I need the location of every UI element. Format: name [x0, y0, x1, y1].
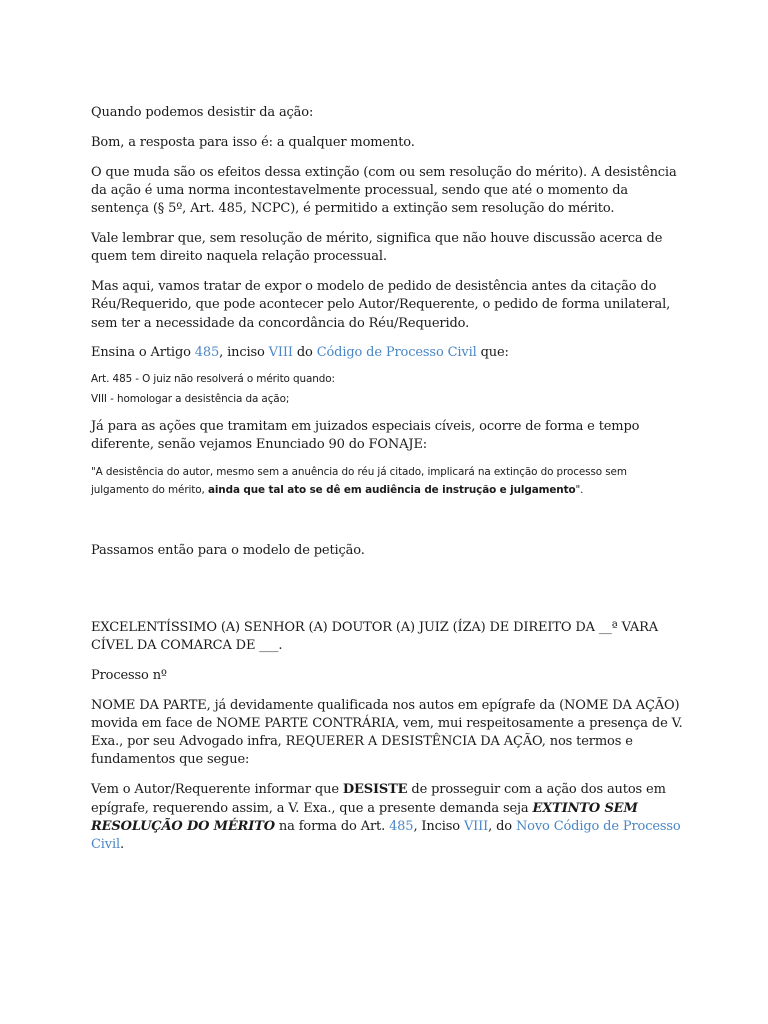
petition-request — [91, 781, 686, 854]
text-segment: , Inciso — [413, 818, 464, 834]
paragraph-reminder: Vale lembrar que, sem resolução de mérito, significa que não houve discussão acerca de quem tem direito naquela relação processual. — [91, 230, 663, 265]
paragraph-effects: O que muda são os efeitos dessa extinção (com ou sem resolução do mérito). A desistência da ação é uma norma incontestavelmente processual, sendo que até o momento da sentença (§ 5º, Art. 485, NCPC), é permitido a extinção sem resolução do mérito. — [91, 164, 677, 217]
document-page — [91, 104, 686, 866]
link-inciso-viii[interactable]: VIII — [463, 818, 489, 834]
link-inciso-viii[interactable]: VIII — [268, 345, 293, 361]
process-number: Processo nº — [91, 667, 167, 683]
text-segment: Vem o Autor/Requerente informar que — [91, 782, 343, 798]
text-segment: Ensina o Artigo — [91, 345, 195, 361]
link-article-485[interactable]: 485 — [389, 818, 414, 834]
petition-heading: EXCELENTÍSSIMO (A) SENHOR (A) DOUTOR (A) JUIZ (ÍZA) DE DIREITO DA __ª VARA CÍVEL DA COMARCA DE ___. — [91, 619, 659, 653]
link-novo-codigo-processo-civil[interactable]: Novo Código de Processo Civil — [91, 818, 681, 853]
article-485-inciso-line: VIII - homologar a desistência da ação; — [91, 393, 290, 406]
text-segment: que: — [476, 345, 509, 361]
paragraph-transition: Passamos então para o modelo de petição. — [91, 543, 365, 559]
article-485-line: Art. 485 - O juiz não resolverá o mérito quando: — [91, 372, 335, 385]
text-segment: . — [120, 837, 124, 853]
bold-italic-extinto: EXTINTO SEM RESOLUÇÃO DO MÉRITO — [91, 800, 638, 834]
link-article-485[interactable]: 485 — [194, 345, 220, 361]
text-segment: do — [292, 345, 317, 361]
text-segment: de prosseguir com a ação dos autos em epígrafe, requerendo assim, a V. Exa., que a presente demanda seja — [91, 782, 666, 816]
paragraph-article-intro — [91, 344, 686, 362]
text-segment: , inciso — [219, 345, 269, 361]
petition-body: NOME DA PARTE, já devidamente qualificada nos autos em epígrafe da (NOME DA AÇÃO) movida em face de NOME PARTE CONTRÁRIA, vem, mui respeitosamente a presença de V. Exa., por seu Advogado infra, REQUERER A DESISTÊNCIA DA AÇÃO, nos termos e fundamentos que segue: — [91, 697, 683, 768]
quote-bold-text: ainda que tal ato se dê em audiência de instrução e julgamento — [207, 484, 576, 497]
text-segment: na forma do Art. — [274, 818, 390, 834]
bold-desiste: DESISTE — [342, 782, 408, 798]
quote-text: "A desistência do autor, mesmo sem a anuência do réu já citado, implicará na extinção do processo sem julgamento do mérito, — [91, 466, 627, 497]
quote-text-end: ". — [575, 484, 584, 497]
link-codigo-processo-civil[interactable]: Código de Processo Civil — [316, 345, 477, 361]
text-segment: , do — [488, 818, 516, 834]
enunciado-quote — [91, 463, 686, 499]
paragraph-answer: Bom, a resposta para isso é: a qualquer momento. — [91, 134, 415, 150]
paragraph-model-intro: Mas aqui, vamos tratar de expor o modelo de pedido de desistência antes da citação do Réu/Requerido, que pode acontecer pelo Autor/Requerente, o pedido de forma unilateral, sem ter a necessidade da concordância do Réu/Requerido. — [91, 279, 671, 331]
paragraph-juizados: Já para as ações que tramitam em juizados especiais cíveis, ocorre de forma e tempo diferente, senão vejamos Enunciado 90 do FONAJE: — [91, 418, 640, 453]
paragraph-question: Quando podemos desistir da ação: — [91, 105, 314, 120]
